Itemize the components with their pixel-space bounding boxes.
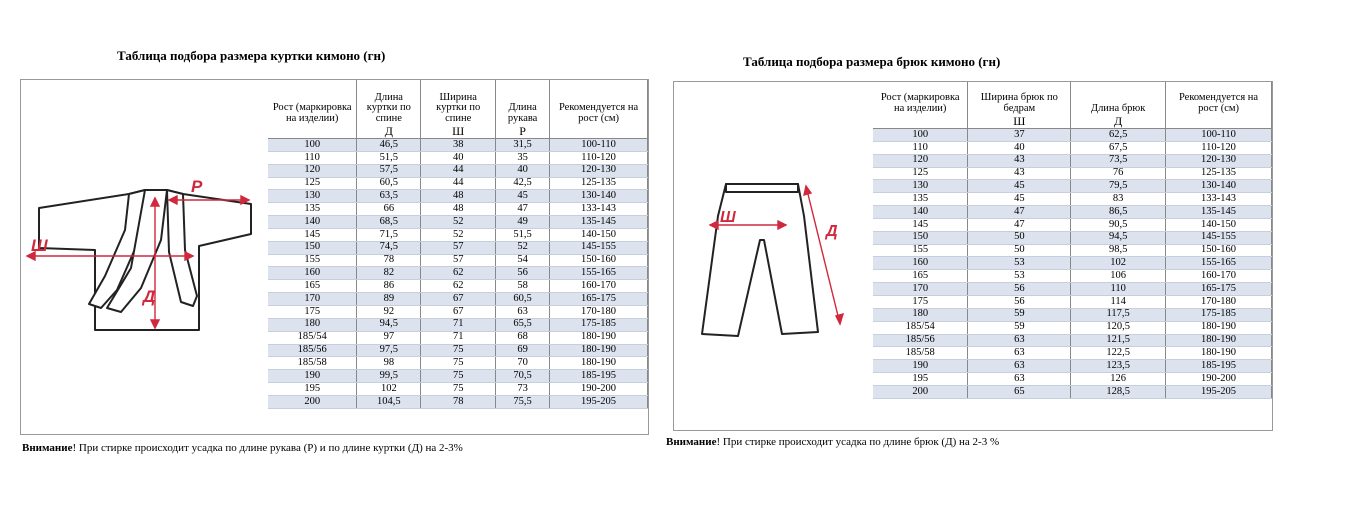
table-cell: 180 xyxy=(873,308,968,321)
table-cell: 40 xyxy=(496,164,550,177)
table-row xyxy=(873,308,1272,321)
table-cell: 62 xyxy=(421,267,496,280)
table-cell: 200 xyxy=(873,385,968,398)
jacket-note-text: ! При стирке происходит усадка по длине рукава (Р) и по длине куртки (Д) на 2-3% xyxy=(72,442,463,454)
table-cell: 145-155 xyxy=(550,241,648,254)
table-row xyxy=(873,295,1272,308)
table-cell: 38 xyxy=(421,139,496,152)
table-cell: 56 xyxy=(496,267,550,280)
table-cell: 155 xyxy=(268,254,357,267)
table-cell: 63 xyxy=(968,373,1071,386)
table-row xyxy=(268,267,648,280)
table-cell: 63 xyxy=(496,305,550,318)
table-cell: 82 xyxy=(357,267,421,280)
jacket-sym-length: Д xyxy=(357,124,421,139)
table-row xyxy=(873,270,1272,283)
table-cell: 79,5 xyxy=(1071,180,1166,193)
table-cell: 117,5 xyxy=(1071,308,1166,321)
jacket-label-sh: Ш xyxy=(31,236,48,255)
pants-note xyxy=(666,436,999,448)
table-cell: 76 xyxy=(1071,167,1166,180)
table-cell: 98 xyxy=(357,357,421,370)
jacket-sym-height xyxy=(268,124,357,139)
table-cell: 43 xyxy=(968,167,1071,180)
jacket-label-d: Д xyxy=(143,287,156,306)
table-cell: 170 xyxy=(268,293,357,306)
table-row xyxy=(873,257,1272,270)
table-cell: 126 xyxy=(1071,373,1166,386)
table-cell: 48 xyxy=(421,190,496,203)
table-cell: 170-180 xyxy=(550,305,648,318)
table-cell: 62,5 xyxy=(1071,129,1166,142)
table-row xyxy=(873,218,1272,231)
table-cell: 170 xyxy=(873,283,968,296)
pants-size-table xyxy=(873,82,1272,399)
table-cell: 120,5 xyxy=(1071,321,1166,334)
table-cell: 63,5 xyxy=(357,190,421,203)
table-cell: 110 xyxy=(873,141,968,154)
table-cell: 175 xyxy=(268,305,357,318)
table-cell: 130-140 xyxy=(1166,180,1272,193)
table-cell: 57 xyxy=(421,254,496,267)
table-cell: 185/58 xyxy=(873,347,968,360)
table-cell: 44 xyxy=(421,164,496,177)
table-cell: 185/56 xyxy=(873,334,968,347)
table-cell: 75,5 xyxy=(496,395,550,408)
table-row xyxy=(268,216,648,229)
table-cell: 42,5 xyxy=(496,177,550,190)
table-row xyxy=(268,254,648,267)
table-cell: 120-130 xyxy=(1166,154,1272,167)
table-cell: 100-110 xyxy=(550,139,648,152)
table-cell: 43 xyxy=(968,154,1071,167)
table-cell: 155-165 xyxy=(550,267,648,280)
pants-title: Таблица подбора размера брюк кимоно (гн) xyxy=(743,54,1001,69)
table-cell: 50 xyxy=(968,244,1071,257)
table-cell: 180-190 xyxy=(1166,321,1272,334)
pants-panel xyxy=(673,81,1273,431)
table-cell: 69 xyxy=(496,344,550,357)
table-cell: 150 xyxy=(873,231,968,244)
table-cell: 94,5 xyxy=(1071,231,1166,244)
table-cell: 97,5 xyxy=(357,344,421,357)
table-row xyxy=(873,244,1272,257)
jacket-panel xyxy=(20,79,649,435)
table-cell: 50 xyxy=(968,231,1071,244)
table-row xyxy=(268,139,648,152)
table-cell: 71,5 xyxy=(357,228,421,241)
table-cell: 68 xyxy=(496,331,550,344)
table-cell: 89 xyxy=(357,293,421,306)
table-row xyxy=(873,206,1272,219)
table-cell: 195-205 xyxy=(1166,385,1272,398)
table-cell: 52 xyxy=(421,228,496,241)
table-row xyxy=(268,293,648,306)
jacket-col-length: Длина куртки по спине xyxy=(357,80,421,124)
table-cell: 63 xyxy=(968,334,1071,347)
table-cell: 70,5 xyxy=(496,370,550,383)
table-cell: 165 xyxy=(873,270,968,283)
table-cell: 185-195 xyxy=(550,370,648,383)
jacket-col-width: Ширина куртки по спине xyxy=(421,80,496,124)
table-cell: 49 xyxy=(496,216,550,229)
table-cell: 54 xyxy=(496,254,550,267)
table-row xyxy=(873,231,1272,244)
table-cell: 150 xyxy=(268,241,357,254)
jacket-sym-recommended xyxy=(550,124,648,139)
table-cell: 125 xyxy=(873,167,968,180)
table-cell: 123,5 xyxy=(1071,360,1166,373)
table-cell: 53 xyxy=(968,257,1071,270)
jacket-col-recommended: Рекомендуется на рост (см) xyxy=(550,80,648,124)
table-cell: 51,5 xyxy=(357,151,421,164)
table-cell: 121,5 xyxy=(1071,334,1166,347)
table-row xyxy=(268,305,648,318)
table-row xyxy=(268,177,648,190)
pants-col-length: Длина брюк xyxy=(1071,82,1166,114)
table-cell: 160-170 xyxy=(1166,270,1272,283)
table-cell: 145 xyxy=(873,218,968,231)
pants-label-d: Д xyxy=(826,223,838,240)
table-cell: 180 xyxy=(268,318,357,331)
table-cell: 128,5 xyxy=(1071,385,1166,398)
table-row xyxy=(873,167,1272,180)
pants-col-recommended: Рекомендуется на рост (см) xyxy=(1166,82,1272,114)
jacket-title: Таблица подбора размера куртки кимоно (гн) xyxy=(117,48,386,63)
table-cell: 60,5 xyxy=(496,293,550,306)
table-cell: 120 xyxy=(873,154,968,167)
jacket-illustration xyxy=(21,80,269,434)
pants-sym-recommended xyxy=(1166,114,1272,129)
table-row xyxy=(268,357,648,370)
table-cell: 102 xyxy=(357,383,421,396)
table-cell: 57 xyxy=(421,241,496,254)
table-cell: 56 xyxy=(968,295,1071,308)
table-cell: 86,5 xyxy=(1071,206,1166,219)
table-row xyxy=(873,129,1272,142)
table-cell: 165-175 xyxy=(1166,283,1272,296)
table-cell: 56 xyxy=(968,283,1071,296)
table-cell: 102 xyxy=(1071,257,1166,270)
table-cell: 190 xyxy=(873,360,968,373)
table-cell: 185/56 xyxy=(268,344,357,357)
table-cell: 180-190 xyxy=(550,331,648,344)
jacket-label-r: Р xyxy=(191,177,203,196)
table-cell: 140-150 xyxy=(550,228,648,241)
table-cell: 83 xyxy=(1071,193,1166,206)
table-cell: 75 xyxy=(421,357,496,370)
table-cell: 185/58 xyxy=(268,357,357,370)
table-cell: 70 xyxy=(496,357,550,370)
table-cell: 98,5 xyxy=(1071,244,1166,257)
table-cell: 135-145 xyxy=(1166,206,1272,219)
table-row xyxy=(268,395,648,408)
table-cell: 114 xyxy=(1071,295,1166,308)
table-row xyxy=(873,321,1272,334)
table-cell: 100 xyxy=(873,129,968,142)
table-cell: 68,5 xyxy=(357,216,421,229)
table-cell: 47 xyxy=(968,206,1071,219)
table-cell: 185/54 xyxy=(873,321,968,334)
pants-sym-width: Ш xyxy=(968,114,1071,129)
pants-col-width: Ширина брюк по бедрам xyxy=(968,82,1071,114)
table-cell: 120-130 xyxy=(550,164,648,177)
table-cell: 51,5 xyxy=(496,228,550,241)
table-cell: 94,5 xyxy=(357,318,421,331)
table-row xyxy=(268,344,648,357)
table-cell: 78 xyxy=(357,254,421,267)
table-cell: 104,5 xyxy=(357,395,421,408)
table-cell: 37 xyxy=(968,129,1071,142)
table-cell: 185-195 xyxy=(1166,360,1272,373)
table-cell: 130 xyxy=(873,180,968,193)
table-cell: 170-180 xyxy=(1166,295,1272,308)
table-cell: 66 xyxy=(357,203,421,216)
table-cell: 135 xyxy=(873,193,968,206)
table-cell: 133-143 xyxy=(1166,193,1272,206)
pants-illustration xyxy=(674,82,874,430)
table-cell: 180-190 xyxy=(1166,347,1272,360)
jacket-sym-sleeve: Р xyxy=(496,124,550,139)
table-row xyxy=(268,370,648,383)
table-cell: 145 xyxy=(268,228,357,241)
table-row xyxy=(873,154,1272,167)
table-row xyxy=(873,385,1272,398)
table-cell: 47 xyxy=(496,203,550,216)
table-cell: 125-135 xyxy=(1166,167,1272,180)
table-row xyxy=(873,360,1272,373)
table-cell: 74,5 xyxy=(357,241,421,254)
table-cell: 52 xyxy=(496,241,550,254)
table-cell: 53 xyxy=(968,270,1071,283)
table-cell: 125-135 xyxy=(550,177,648,190)
jacket-sym-width: Ш xyxy=(421,124,496,139)
table-cell: 133-143 xyxy=(550,203,648,216)
table-cell: 45 xyxy=(496,190,550,203)
jacket-col-height: Рост (маркировка на изделии) xyxy=(268,80,357,124)
table-cell: 140 xyxy=(268,216,357,229)
table-cell: 100-110 xyxy=(1166,129,1272,142)
table-row xyxy=(268,164,648,177)
table-cell: 135-145 xyxy=(550,216,648,229)
table-cell: 125 xyxy=(268,177,357,190)
table-cell: 195 xyxy=(873,373,968,386)
table-cell: 47 xyxy=(968,218,1071,231)
table-cell: 60,5 xyxy=(357,177,421,190)
table-cell: 110-120 xyxy=(1166,141,1272,154)
table-cell: 67 xyxy=(421,293,496,306)
table-cell: 40 xyxy=(421,151,496,164)
table-cell: 190-200 xyxy=(550,383,648,396)
table-row xyxy=(268,151,648,164)
table-cell: 106 xyxy=(1071,270,1166,283)
table-cell: 99,5 xyxy=(357,370,421,383)
table-cell: 63 xyxy=(968,360,1071,373)
pants-label-sh: Ш xyxy=(720,209,736,226)
table-cell: 46,5 xyxy=(357,139,421,152)
pants-note-text: ! При стирке происходит усадка по длине брюк (Д) на 2-3 % xyxy=(716,436,1000,448)
table-cell: 130-140 xyxy=(550,190,648,203)
table-row xyxy=(268,280,648,293)
table-cell: 71 xyxy=(421,318,496,331)
table-cell: 44 xyxy=(421,177,496,190)
table-cell: 180-190 xyxy=(550,357,648,370)
table-cell: 75 xyxy=(421,344,496,357)
table-cell: 140 xyxy=(873,206,968,219)
table-cell: 48 xyxy=(421,203,496,216)
table-cell: 65 xyxy=(968,385,1071,398)
table-cell: 52 xyxy=(421,216,496,229)
table-cell: 110 xyxy=(268,151,357,164)
table-cell: 175 xyxy=(873,295,968,308)
table-cell: 130 xyxy=(268,190,357,203)
table-row xyxy=(873,373,1272,386)
table-cell: 59 xyxy=(968,321,1071,334)
table-cell: 45 xyxy=(968,180,1071,193)
table-row xyxy=(268,383,648,396)
table-cell: 90,5 xyxy=(1071,218,1166,231)
table-cell: 160 xyxy=(873,257,968,270)
pants-col-height: Рост (маркировка на изделии) xyxy=(873,82,968,114)
pants-sym-length: Д xyxy=(1071,114,1166,129)
table-cell: 185/54 xyxy=(268,331,357,344)
table-row xyxy=(268,331,648,344)
table-row xyxy=(873,193,1272,206)
table-cell: 57,5 xyxy=(357,164,421,177)
table-cell: 165 xyxy=(268,280,357,293)
table-cell: 150-160 xyxy=(550,254,648,267)
table-cell: 100 xyxy=(268,139,357,152)
jacket-note xyxy=(22,442,463,454)
table-cell: 165-175 xyxy=(550,293,648,306)
table-cell: 145-155 xyxy=(1166,231,1272,244)
table-cell: 78 xyxy=(421,395,496,408)
table-row xyxy=(873,283,1272,296)
table-cell: 62 xyxy=(421,280,496,293)
table-cell: 180-190 xyxy=(1166,334,1272,347)
table-row xyxy=(268,203,648,216)
table-cell: 31,5 xyxy=(496,139,550,152)
table-cell: 67 xyxy=(421,305,496,318)
table-cell: 160-170 xyxy=(550,280,648,293)
table-row xyxy=(268,241,648,254)
table-cell: 190-200 xyxy=(1166,373,1272,386)
table-cell: 195 xyxy=(268,383,357,396)
table-cell: 97 xyxy=(357,331,421,344)
table-row xyxy=(873,347,1272,360)
table-cell: 140-150 xyxy=(1166,218,1272,231)
table-cell: 75 xyxy=(421,383,496,396)
table-cell: 92 xyxy=(357,305,421,318)
table-cell: 67,5 xyxy=(1071,141,1166,154)
table-cell: 40 xyxy=(968,141,1071,154)
table-cell: 150-160 xyxy=(1166,244,1272,257)
table-row xyxy=(873,180,1272,193)
jacket-size-table xyxy=(268,80,648,409)
table-cell: 35 xyxy=(496,151,550,164)
table-cell: 195-205 xyxy=(550,395,648,408)
table-cell: 160 xyxy=(268,267,357,280)
table-cell: 175-185 xyxy=(550,318,648,331)
table-cell: 73,5 xyxy=(1071,154,1166,167)
jacket-col-sleeve: Длина рукава xyxy=(496,80,550,124)
jacket-note-bold: Внимание xyxy=(22,442,73,454)
table-row xyxy=(268,318,648,331)
table-cell: 59 xyxy=(968,308,1071,321)
table-cell: 180-190 xyxy=(550,344,648,357)
table-cell: 86 xyxy=(357,280,421,293)
table-cell: 58 xyxy=(496,280,550,293)
table-cell: 110-120 xyxy=(550,151,648,164)
table-cell: 73 xyxy=(496,383,550,396)
table-cell: 135 xyxy=(268,203,357,216)
table-row xyxy=(268,190,648,203)
pants-sym-height xyxy=(873,114,968,129)
table-cell: 75 xyxy=(421,370,496,383)
table-cell: 65,5 xyxy=(496,318,550,331)
table-cell: 120 xyxy=(268,164,357,177)
pants-note-bold: Внимание xyxy=(666,436,717,448)
table-cell: 122,5 xyxy=(1071,347,1166,360)
table-cell: 155 xyxy=(873,244,968,257)
table-cell: 175-185 xyxy=(1166,308,1272,321)
table-row xyxy=(873,141,1272,154)
table-row xyxy=(873,334,1272,347)
table-cell: 190 xyxy=(268,370,357,383)
table-row xyxy=(268,228,648,241)
table-cell: 200 xyxy=(268,395,357,408)
table-cell: 45 xyxy=(968,193,1071,206)
table-cell: 155-165 xyxy=(1166,257,1272,270)
table-cell: 71 xyxy=(421,331,496,344)
table-cell: 110 xyxy=(1071,283,1166,296)
table-cell: 63 xyxy=(968,347,1071,360)
